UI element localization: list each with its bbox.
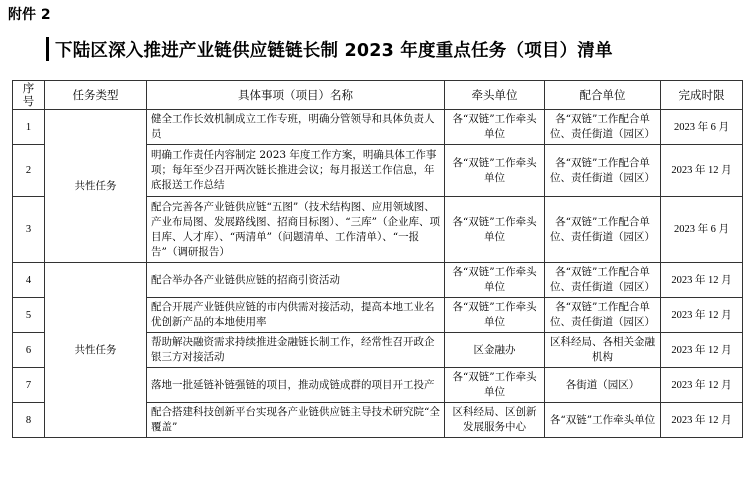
row-partner: 区科经局、各相关金融机构 (545, 333, 661, 368)
table-row (13, 263, 743, 298)
row-item: 配合举办各产业链供应链的招商引资活动 (147, 263, 445, 298)
header-type: 任务类型 (45, 81, 147, 110)
row-item: 配合完善各产业链供应链“五图”（技术结构图、应用领域图、产业布局图、发展路线图、招商目标图）、“三库”（企业库、项目库、人才库）、“两清单”（问题清单、工作清单）、“一报告”（调研报告） (147, 197, 445, 263)
row-no: 7 (13, 368, 45, 403)
header-lead: 牵头单位 (445, 81, 545, 110)
row-item: 明确工作责任内容制定 2023 年度工作方案，明确具体工作事项；每年至少召开两次链长推进会议；每月报送工作信息，年底报送工作总结 (147, 145, 445, 197)
row-item: 健全工作长效机制成立工作专班，明确分管领导和具体负责人员 (147, 110, 445, 145)
attachment-label: 附件 2 (8, 7, 51, 23)
row-deadline: 2023 年 12 月 (661, 333, 743, 368)
row-deadline: 2023 年 6 月 (661, 197, 743, 263)
row-deadline: 2023 年 12 月 (661, 145, 743, 197)
row-partner: 各“双链”工作配合单位、责任街道（园区） (545, 263, 661, 298)
row-partner: 各“双链”工作配合单位、责任街道（园区） (545, 197, 661, 263)
row-no: 8 (13, 403, 45, 438)
row-lead: 各“双链”工作牵头单位 (445, 263, 545, 298)
row-item: 落地一批延链补链强链的项目，推动成链成群的项目开工投产 (147, 368, 445, 403)
row-no: 6 (13, 333, 45, 368)
row-no: 4 (13, 263, 45, 298)
row-no: 1 (13, 110, 45, 145)
row-no: 2 (13, 145, 45, 197)
row-partner: 各“双链”工作牵头单位 (545, 403, 661, 438)
row-lead: 各“双链”工作牵头单位 (445, 110, 545, 145)
row-item: 配合搭建科技创新平台实现各产业链供应链主导技术研究院“全覆盖” (147, 403, 445, 438)
task-table (12, 80, 743, 438)
row-lead: 区科经局、区创新发展服务中心 (445, 403, 545, 438)
row-partner: 各街道（园区） (545, 368, 661, 403)
task-type-cell: 共性任务 (45, 263, 147, 438)
title-accent-bar (46, 37, 49, 61)
header-partner: 配合单位 (545, 81, 661, 110)
row-lead: 各“双链”工作牵头单位 (445, 197, 545, 263)
row-deadline: 2023 年 12 月 (661, 263, 743, 298)
row-deadline: 2023 年 6 月 (661, 110, 743, 145)
row-deadline: 2023 年 12 月 (661, 368, 743, 403)
row-lead: 各“双链”工作牵头单位 (445, 145, 545, 197)
table-row (13, 110, 743, 145)
row-lead: 各“双链”工作牵头单位 (445, 368, 545, 403)
header-seq: 序 号 (13, 81, 45, 110)
row-no: 5 (13, 298, 45, 333)
task-type-cell: 共性任务 (45, 110, 147, 263)
row-partner: 各“双链”工作配合单位、责任街道（园区） (545, 298, 661, 333)
row-item: 帮助解决融资需求持续推进金融链长制工作，经常性召开政企银三方对接活动 (147, 333, 445, 368)
title-block (46, 36, 736, 62)
header-item: 具体事项（项目）名称 (147, 81, 445, 110)
header-deadline: 完成时限 (661, 81, 743, 110)
row-deadline: 2023 年 12 月 (661, 298, 743, 333)
row-partner: 各“双链”工作配合单位、责任街道（园区） (545, 145, 661, 197)
row-lead: 各“双链”工作牵头单位 (445, 298, 545, 333)
row-lead: 区金融办 (445, 333, 545, 368)
row-deadline: 2023 年 12 月 (661, 403, 743, 438)
row-partner: 各“双链”工作配合单位、责任街道（园区） (545, 110, 661, 145)
row-no: 3 (13, 197, 45, 263)
table-header-row (13, 81, 743, 110)
page-title: 下陆区深入推进产业链供应链链长制 2023 年度重点任务（项目）清单 (55, 40, 613, 61)
row-item: 配合开展产业链供应链的市内供需对接活动，提高本地工业名优创新产品的本地使用率 (147, 298, 445, 333)
